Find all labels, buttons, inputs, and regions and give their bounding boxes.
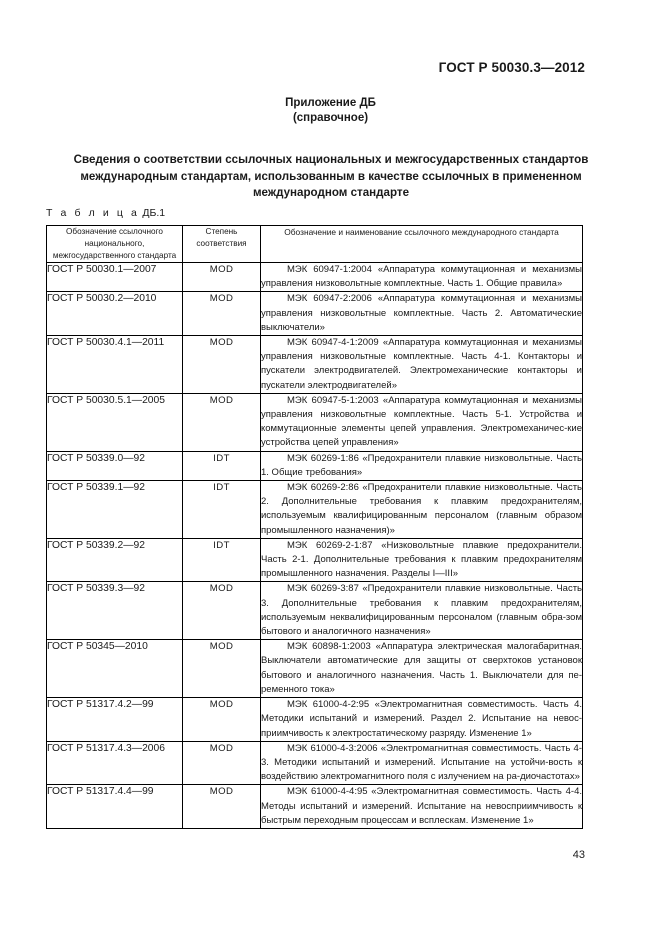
reference-standards-table — [46, 225, 583, 829]
table-row — [47, 336, 583, 394]
cell-international-standard — [261, 263, 583, 292]
page-title-line-2: международным стандартам, использованным в качестве ссылочных в примененном — [80, 169, 582, 183]
cell-degree-of-conformity: IDT — [183, 538, 261, 582]
cell-degree-of-conformity: IDT — [183, 451, 261, 480]
cell-degree-of-conformity: MOD — [183, 640, 261, 698]
page-title — [52, 152, 610, 202]
cell-degree-of-conformity: MOD — [183, 292, 261, 336]
international-standard-text: МЭК 60269-3:87 «Предохранители плавкие низковольтные. Часть 3. Дополнительные требования к плавким предохранителям, используемым неквалифицированным персоналом (главным обра-зом бытового и аналогичного назначения» — [261, 583, 582, 638]
table-row — [47, 698, 583, 742]
international-standard-text: МЭК 60898-1:2003 «Аппаратура электрическая малогабаритная. Выключатели автоматические для защиты от сверхтоков установок бытового и аналогичного назначения. Часть 1. Выключатели для пе-ременного тока» — [261, 641, 582, 695]
cell-designation: ГОСТ Р 50339.0—92 — [47, 451, 183, 480]
table-row — [47, 640, 583, 698]
cell-designation: ГОСТ Р 51317.4.3—2006 — [47, 741, 183, 785]
cell-designation: ГОСТ Р 50030.5.1—2005 — [47, 393, 183, 451]
table-caption — [46, 207, 165, 219]
table-row — [47, 263, 583, 292]
appendix-subtitle: (справочное) — [292, 112, 369, 124]
cell-international-standard — [261, 741, 583, 785]
cell-international-standard — [261, 451, 583, 480]
table-header-row — [47, 226, 583, 263]
table-body — [47, 263, 583, 829]
international-standard-text: МЭК 60269-2:86 «Предохранители плавкие низковольтные. Часть 2. Дополнительные требования к плавким предохранителям, используемым квалифицированным персоналом (главным образом промышленного назначения)» — [261, 482, 582, 536]
cell-international-standard — [261, 640, 583, 698]
table-row — [47, 292, 583, 336]
document-standard-header: ГОСТ Р 50030.3—2012 — [438, 60, 585, 75]
cell-degree-of-conformity: MOD — [183, 336, 261, 394]
appendix-title: Приложение ДБ — [285, 97, 376, 109]
cell-degree-of-conformity: MOD — [183, 741, 261, 785]
international-standard-text: МЭК 61000-4-3:2006 «Электромагнитная совместимость. Часть 4-3. Методики испытаний и измерений. Испытание на устойчи-вость к воздействию электромагнитного поля с излучением на ра-диочастотах» — [261, 742, 582, 783]
international-standard-text: МЭК 60269-1:86 «Предохранители плавкие низковольтные. Часть 1. Общие требования» — [261, 452, 582, 478]
international-standard-text: МЭК 60947-5-1:2003 «Аппаратура коммутационная и механизмы управления низковольтные комплектные. Часть 5-1. Устройства и коммутационные элементы цепей управления. Электромеханичес-кие устройства цепей управления» — [261, 394, 582, 449]
column-header-designation: Обозначение ссылочного национального, межгосударственного стандарта — [47, 226, 183, 263]
cell-designation: ГОСТ Р 50339.1—92 — [47, 481, 183, 539]
cell-degree-of-conformity: MOD — [183, 263, 261, 292]
column-header-international-standard: Обозначение и наименование ссылочного международного стандарта — [261, 226, 583, 263]
cell-degree-of-conformity: MOD — [183, 582, 261, 640]
cell-degree-of-conformity: IDT — [183, 481, 261, 539]
page-title-line-3: международном стандарте — [252, 186, 410, 199]
international-standard-text: МЭК 60947-4-1:2009 «Аппаратура коммутационная и механизмы управления низковольтные комплектные. Часть 4-1. Контакторы и пускатели электродвигателей. Электромеханические контакторы и пускатели электродвигателей» — [261, 337, 582, 391]
cell-international-standard — [261, 538, 583, 582]
international-standard-text: МЭК 60269-2-1:87 «Низковольтные плавкие предохранители. Часть 2-1. Дополнительные требования к плавким предохранителям промышленного назначения. Разделы I—III» — [261, 539, 582, 580]
column-header-degree: Степень соответствия — [183, 226, 261, 263]
cell-designation: ГОСТ Р 50345—2010 — [47, 640, 183, 698]
appendix-block — [0, 96, 661, 126]
cell-designation: ГОСТ Р 50030.2—2010 — [47, 292, 183, 336]
table-row — [47, 451, 583, 480]
cell-international-standard — [261, 785, 583, 829]
table-row — [47, 785, 583, 829]
cell-designation: ГОСТ Р 50339.2—92 — [47, 538, 183, 582]
international-standard-text: МЭК 60947-2:2006 «Аппаратура коммутационная и механизмы управления низковольтные комплектные. Часть 2. Автоматические выключатели» — [261, 293, 582, 333]
cell-international-standard — [261, 393, 583, 451]
international-standard-text: МЭК 61000-4-4:95 «Электромагнитная совместимость. Часть 4-4. Методы испытаний и измерений. Испытание на невосприимчивость к быстрым переходным процессам и всплескам. Изменение 1» — [261, 786, 582, 826]
cell-degree-of-conformity: MOD — [183, 698, 261, 742]
cell-international-standard — [261, 582, 583, 640]
cell-international-standard — [261, 481, 583, 539]
page-title-line-1: Сведения о соответствии ссылочных национальных и межгосударственных стандартов — [73, 153, 589, 166]
cell-designation: ГОСТ Р 51317.4.4—99 — [47, 785, 183, 829]
table-row — [47, 741, 583, 785]
table-row — [47, 538, 583, 582]
page-number: 43 — [572, 849, 585, 861]
international-standard-text: МЭК 60947-1:2004 «Аппаратура коммутационная и механизмы управления низковольтные комплектные. Часть 1. Общие правила» — [261, 264, 582, 290]
table-row — [47, 481, 583, 539]
table-header — [47, 226, 583, 263]
cell-designation: ГОСТ Р 50339.3—92 — [47, 582, 183, 640]
cell-international-standard — [261, 292, 583, 336]
cell-degree-of-conformity: MOD — [183, 785, 261, 829]
table-caption-number: ДБ.1 — [142, 207, 166, 219]
cell-designation: ГОСТ Р 51317.4.2—99 — [47, 698, 183, 742]
table-row — [47, 393, 583, 451]
international-standard-text: МЭК 61000-4-2:95 «Электромагнитная совместимость. Часть 4. Методики испытаний и измерений. Раздел 2. Испытание на невос-приимчивость к электростатическому разряду. Изменение 1» — [261, 699, 582, 739]
cell-designation: ГОСТ Р 50030.4.1—2011 — [47, 336, 183, 394]
cell-international-standard — [261, 336, 583, 394]
cell-degree-of-conformity: MOD — [183, 393, 261, 451]
cell-international-standard — [261, 698, 583, 742]
table-row — [47, 582, 583, 640]
cell-designation: ГОСТ Р 50030.1—2007 — [47, 263, 183, 292]
table-caption-label: Т а б л и ц а — [46, 207, 140, 219]
